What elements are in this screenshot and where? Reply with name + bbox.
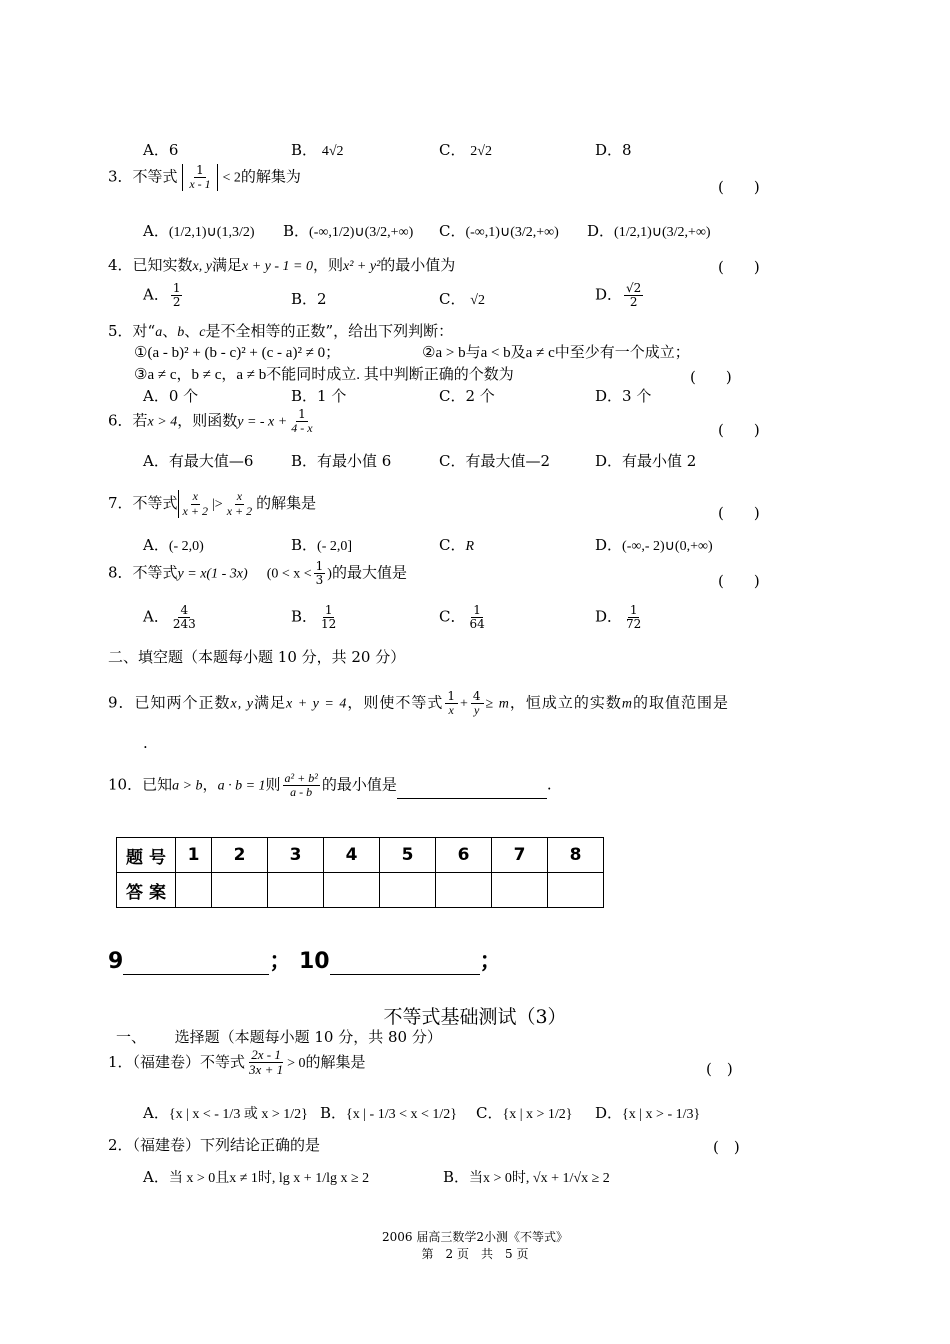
q7-option-d: D．(-∞,- 2)∪(0,+∞) — [595, 536, 713, 554]
test3-q2-option-b: B．当x > 0时, √x + 1/√x ≥ 2 — [443, 1168, 610, 1186]
footer-page-number: 第 2 页 共 5 页 — [421, 1247, 529, 1261]
question-8: 8．不等式y = x(1 - 3x) (0 < x < $\frac{1}{3}$ )的最大值是 — [108, 559, 407, 588]
test3-q1-option-d: D．{x | x > - 1/3} — [595, 1104, 701, 1122]
test3-question-1: 1．（福建卷）不等式 $\frac{2x - 1}{3x + 1}$ > 0的解集是 — [108, 1047, 366, 1078]
question-number-cell: 2 — [212, 838, 268, 873]
q4-option-c: C． √2 — [439, 290, 485, 308]
q5-judgement-3: ③a ≠ c，b ≠ c，a ≠ b不能同时成立. 其中判断正确的个数为 — [134, 367, 514, 383]
section-2-heading: 二、填空题（本题每小题 10 分，共 20 分） — [108, 648, 406, 666]
q3-option-d: D．(1/2,1)∪(3/2,+∞) — [587, 222, 711, 240]
question-4: 4．已知实数x, y满足x + y - 1 = 0，则x² + y²的最小值为 — [108, 256, 456, 274]
q8-option-d: D． $\frac{1}{72}$ — [595, 603, 642, 632]
answer-table-answer-label: 答 案 — [117, 873, 176, 908]
question-number-cell: 7 — [492, 838, 548, 873]
test3-q1-option-c: C．{x | x > 1/2} — [476, 1104, 573, 1122]
q2-option-b: B． 4√2 — [291, 141, 344, 159]
answer-cell[interactable] — [548, 873, 604, 908]
q6-option-b: B．有最小值 6 — [291, 452, 392, 470]
q5-judgement-1: ①(a - b)² + (b - c)² + (c - a)² ≠ 0； — [134, 345, 341, 361]
answer-table-header-label: 题 号 — [117, 838, 176, 873]
question-number-cell: 8 — [548, 838, 604, 873]
question-number-cell: 6 — [436, 838, 492, 873]
test-title: 不等式基础测试（3） — [383, 1006, 567, 1028]
answer-cell[interactable] — [212, 873, 268, 908]
answer-cell[interactable] — [380, 873, 436, 908]
q7-option-a: A．(- 2,0) — [143, 536, 204, 554]
q2-option-a: A．6 — [143, 141, 179, 159]
test3-q1-option-a: A．{x | x < - 1/3 或 x > 1/2} — [143, 1104, 308, 1122]
question-9: 9．已知两个正数x, y满足x + y = 4，则使不等式 $\frac{1}{x}$ + $\frac{4}{y}$ ≥ m，恒成立的实数m的取值范围是 — [108, 689, 729, 718]
question-number-cell: 5 — [380, 838, 436, 873]
fill-answer-lines: 9 ； 10 ； — [108, 949, 502, 974]
q3-option-c: C．(-∞,1)∪(3/2,+∞) — [439, 222, 559, 240]
answer-cell[interactable] — [324, 873, 380, 908]
test3-q1-answer-paren: ( ) — [706, 1060, 733, 1078]
answer-cell[interactable] — [436, 873, 492, 908]
q4-option-a: A． $\frac{1}{2}$ — [143, 281, 181, 310]
question-number-cell: 4 — [324, 838, 380, 873]
q3-option-b: B．(-∞,1/2)∪(3/2,+∞) — [283, 222, 414, 240]
q8-answer-paren: ( ) — [718, 572, 760, 590]
q5-judgement-2: ②a > b与a < b及a ≠ c中至少有一个成立； — [422, 345, 690, 361]
q6-answer-paren: ( ) — [718, 421, 760, 439]
question-6: 6．若x > 4，则函数y = - x + $\frac{1}{4 - x}$ — [108, 407, 313, 436]
q5-answer-paren: ( ) — [690, 368, 732, 386]
q9-blank-dot: . — [143, 734, 148, 752]
answer-cell[interactable] — [268, 873, 324, 908]
answer-table-answer-row — [117, 873, 604, 908]
q7-answer-paren: ( ) — [718, 504, 760, 522]
answer-9-blank[interactable] — [123, 954, 269, 975]
q8-option-c: C． $\frac{1}{64}$ — [439, 603, 485, 632]
answer-cell[interactable] — [176, 873, 212, 908]
q4-answer-paren: ( ) — [718, 258, 760, 276]
q5-option-d: D．3 个 — [595, 387, 652, 405]
footer-title: 2006 届高三数学2小测《不等式》 — [382, 1230, 568, 1244]
question-3: 3．不等式 $\frac{1}{x - 1}$ < 2的解集为 — [108, 163, 301, 192]
test3-q2-answer-paren: ( ) — [713, 1138, 740, 1156]
q5-option-a: A．0 个 — [143, 387, 199, 405]
answer-table — [116, 837, 604, 908]
q8-option-a: A． $\frac{4}{243}$ — [143, 603, 196, 632]
q6-option-a: A．有最大值—6 — [143, 452, 254, 470]
test3-question-2: 2．（福建卷）下列结论正确的是 — [108, 1136, 321, 1154]
q2-option-c: C． 2√2 — [439, 141, 492, 159]
q2-option-d: D．8 — [595, 141, 632, 159]
q4-option-b: B．2 — [291, 290, 327, 308]
q3-answer-paren: ( ) — [718, 178, 760, 196]
question-number-cell: 1 — [176, 838, 212, 873]
q4-option-d: D． $\frac{√2}{2}$ — [595, 281, 642, 310]
question-number-cell: 3 — [268, 838, 324, 873]
q7-option-b: B．(- 2,0] — [291, 536, 353, 554]
q8-option-b: B． $\frac{1}{12}$ — [291, 603, 337, 632]
question-10: 10．已知a > b，a · b = 1则 $\frac{\text{a² + b²}}{a - b}$ 的最小值是 . — [108, 771, 552, 800]
q3-option-a: A．(1/2,1)∪(1,3/2) — [143, 222, 255, 240]
q5-option-b: B．1 个 — [291, 387, 347, 405]
section-1-heading: 一、 选择题（本题每小题 10 分，共 80 分） — [116, 1028, 442, 1046]
test3-q2-option-a: A．当 x > 0且x ≠ 1时, lg x + 1/lg x ≥ 2 — [143, 1168, 370, 1186]
question-7: 7．不等式 $\frac{x}{x + 2}$ |> $\frac{x}{x + 2}$ 的解集是 — [108, 489, 317, 518]
q6-option-c: C．有最大值—2 — [439, 452, 551, 470]
q7-option-c: C．R — [439, 536, 475, 554]
q10-answer-blank[interactable] — [397, 782, 547, 799]
answer-cell[interactable] — [492, 873, 548, 908]
q6-option-d: D．有最小值 2 — [595, 452, 697, 470]
answer-table-header-row — [117, 838, 604, 873]
question-5: 5．对“a、b、c是不全相等的正数”，给出下列判断： — [108, 322, 454, 340]
answer-10-blank[interactable] — [330, 954, 480, 975]
q5-option-c: C．2 个 — [439, 387, 495, 405]
test3-q1-option-b: B．{x | - 1/3 < x < 1/2} — [320, 1104, 458, 1122]
